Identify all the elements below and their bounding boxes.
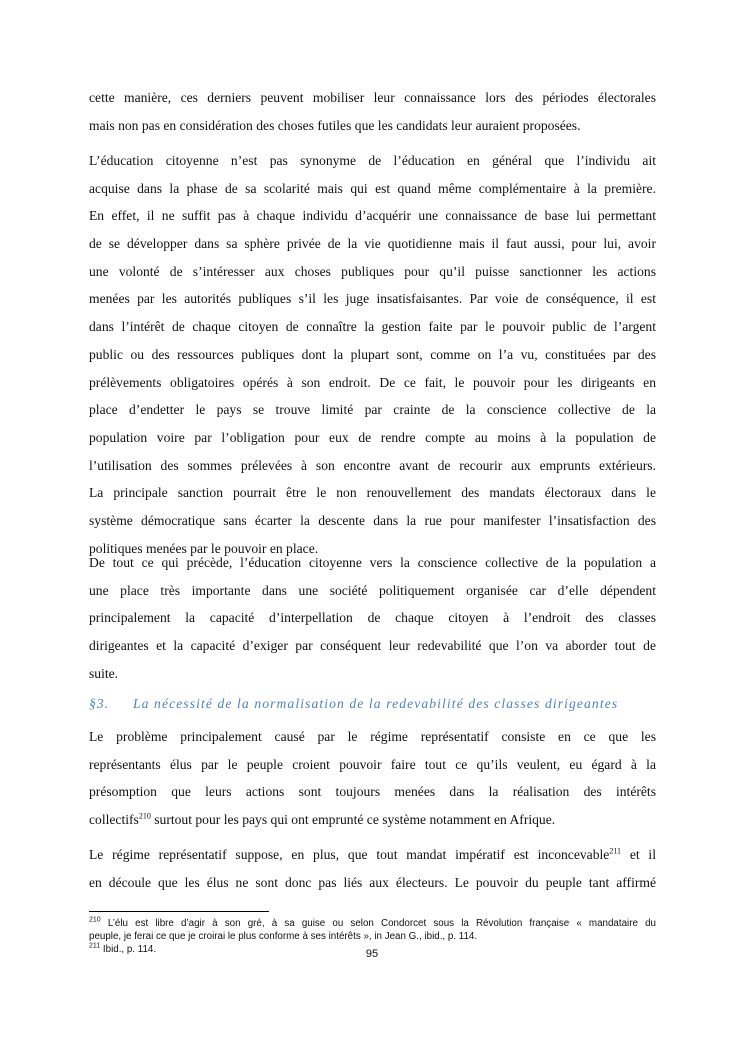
text-line: mais non pas en considération des choses futiles que les candidats leur auraient proposées. <box>89 117 581 133</box>
text-line: une volonté de s’intéresser aux choses publiques pour qu’il puisse sanctionner les actions <box>89 263 656 279</box>
text-line: dans l’intérêt de chaque citoyen de connaître la gestion faite par le pouvoir public de l’argent <box>89 319 656 335</box>
paragraph-3 <box>89 549 656 687</box>
text-line: en découle que les élus ne sont donc pas liés aux électeurs. Le pouvoir du peuple tant affirmé <box>89 874 656 890</box>
text-line: menées par les autorités publiques s’il les juge insatisfaisantes. Par voie de conséquence, il est <box>89 291 656 307</box>
text-line: politiques menées par le pouvoir en place. <box>89 540 319 556</box>
text-line: principalement la capacité d’interpellation de chaque citoyen à l’endroit des classes <box>89 610 656 626</box>
text-fragment: Le régime représentatif suppose, en plus, que tout mandat impératif est inconcevable <box>89 847 610 862</box>
section-title: La nécessité de la normalisation de la redevabilité des classes dirigeantes <box>133 696 619 711</box>
text-line: représentants élus par le peuple croient pouvoir faire tout ce qu’ils veulent, eu égard à la <box>89 756 656 772</box>
footnote-text: L’élu est libre d’agir à son gré, à sa guise ou selon Condorcet sous la Révolution française « mandataire du <box>100 918 656 929</box>
text-line: système démocratique sans écarter la descente dans la rue pour manifester l’insatisfaction des <box>89 512 656 528</box>
paragraph-5 <box>89 841 656 896</box>
footnote-ref-210[interactable]: 210 <box>138 811 151 821</box>
footnote-line <box>89 917 656 930</box>
paragraph-1 <box>89 84 656 139</box>
text-fragment: et il <box>621 847 656 862</box>
paragraph-2 <box>89 147 656 562</box>
page-number: 95 <box>365 948 379 960</box>
text-line: public ou des ressources publiques dont la plupart sont, comme on l’a vu, constituées par des <box>89 346 656 362</box>
footnote-separator <box>89 911 269 912</box>
footnote-text: Ibid., p. 114. <box>100 944 157 955</box>
text-line: présomption que leurs actions sont toujours menées dans la réalisation des intérêts <box>89 784 656 800</box>
text-line: acquise dans la phase de sa scolarité mais qui est quand même complémentaire à la première. <box>89 180 656 196</box>
text-line: De tout ce qui précède, l’éducation citoyenne vers la conscience collective de la population a <box>89 555 656 570</box>
text-line: En effet, il ne suffit pas à chaque individu d’acquérir une connaissance de base lui permettant <box>89 208 656 224</box>
footnote-line: peuple, je ferai ce que je croirai le plus conforme à ses intérêts », in Jean G., ibid., p. 114. <box>89 931 478 942</box>
text-line: population voire par l’obligation pour eux de rendre compte au moins à la population de <box>89 429 656 445</box>
footnote-210 <box>89 917 656 943</box>
text-line: l’utilisation des sommes prélevées à son encontre avant de recourir aux emprunts extérieurs. <box>89 457 656 473</box>
text-line <box>89 841 656 869</box>
footnote-number: 211 <box>89 942 101 950</box>
text-line: Le problème principalement causé par le régime représentatif consiste en ce que les <box>89 729 656 744</box>
text-fragment: surtout pour les pays qui ont emprunté ce système notamment en Afrique. <box>150 812 556 828</box>
paragraph-4 <box>89 723 656 834</box>
footnote-number: 210 <box>89 916 101 924</box>
text-line: de se développer dans sa sphère privée de la vie quotidienne mais il faut aussi, pour lui, avoir <box>89 236 656 252</box>
text-line: suite. <box>89 665 119 681</box>
text-line: La principale sanction pourrait être le non renouvellement des mandats électoraux dans le <box>89 485 656 501</box>
text-fragment: collectifs <box>89 812 139 828</box>
text-line: dirigeantes et la capacité d’exiger par conséquent leur redevabilité que l’on va aborder tout de <box>89 638 656 654</box>
footnote-ref-211[interactable]: 211 <box>609 846 622 856</box>
text-line: prélèvements obligatoires opérés à son endroit. De ce fait, le pouvoir pour les dirigeants en <box>89 374 656 390</box>
text-line: cette manière, ces derniers peuvent mobiliser leur connaissance lors des périodes électorales <box>89 90 656 105</box>
section-heading <box>89 692 656 716</box>
text-line: place d’endetter le pays se trouve limité par crainte de la conscience collective de la <box>89 402 656 418</box>
text-line: une place très importante dans une société politiquement organisée car d’elle dépendent <box>89 582 656 598</box>
section-number: §3. <box>89 696 110 711</box>
text-line <box>89 806 656 834</box>
text-line: L’éducation citoyenne n’est pas synonyme de l’éducation en général que l’individu ait <box>89 153 656 168</box>
